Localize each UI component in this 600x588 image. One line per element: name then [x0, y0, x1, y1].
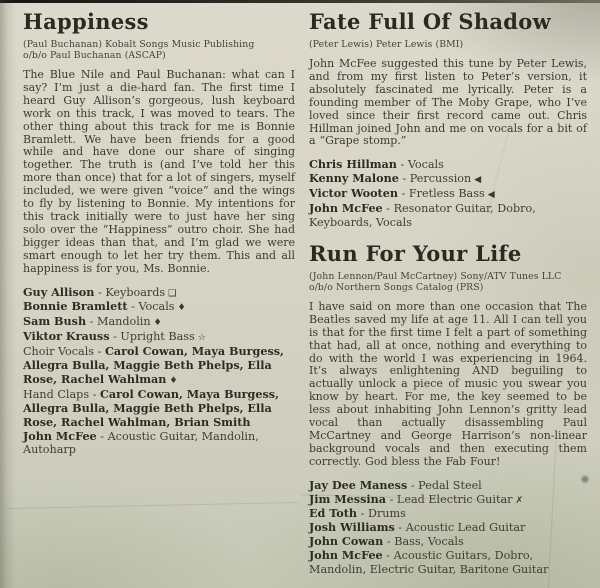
personnel-line: [309, 521, 587, 535]
personnel-line: [309, 158, 587, 172]
credit-musician-name: John McFee: [309, 548, 383, 563]
credit-separator: -: [382, 202, 394, 216]
credit-symbol-icon: ♦: [174, 302, 186, 314]
credit-separator: -: [394, 521, 406, 535]
personnel-list: [23, 286, 295, 458]
credit-separator: -: [357, 507, 368, 521]
personnel-line: [23, 388, 295, 430]
credit-group-label: Hand Claps: [23, 387, 90, 401]
credit-musician-name: Guy Allison: [23, 284, 95, 299]
credit-separator: -: [89, 387, 100, 401]
publishing-line: (John Lennon/Paul McCartney) Sony/ATV Tunes LLC: [309, 270, 562, 282]
credit-role: Drums: [367, 507, 406, 521]
personnel-line: [23, 430, 295, 458]
credit-musician-name: John McFee: [23, 428, 97, 443]
credit-musician-name: John Cowan: [309, 534, 384, 549]
song-notes-paragraph: The Blue Nile and Paul Buchanan: what can I say? I’m just a die-hard fan. The first time I heard Guy Allison’s gorgeous, lush keyboard work on this track, I was moved to tears. The other thing about this track for me is Bonnie Bramlett. We have been friends for a good while and have done our share of singing together. The truth is (and I’ve told her this more than once) that for a lot of singers, myself included, we were given “voice” and the wings to fly by listening to Bonnie. My intentions for this track initially were to just have her sing solo over the “Happiness” outro choir. She had bigger ideas than that, and I’m glad we were smart enough to let her try them. This and all happiness is for you, Ms. Bonnie.: [23, 68, 295, 275]
credit-symbol-icon: ✗: [512, 494, 524, 506]
credit-musician-name: Victor Wooten: [309, 186, 398, 201]
credit-role: Lead Electric Guitar: [396, 492, 513, 506]
personnel-line: [309, 549, 587, 577]
personnel-line: [23, 300, 295, 315]
credit-separator: -: [96, 429, 108, 443]
credit-group-label: Choir Vocals: [23, 345, 95, 359]
credit-musician-name: John McFee: [309, 201, 383, 216]
personnel-line: [23, 286, 295, 301]
personnel-line: [309, 202, 587, 230]
credit-musician-names: Carol Cowan, Maya Burgess, Allegra Bulla, Maggie Beth Phelps, Ella Rose, Rachel Wahlman, Brian Smith: [23, 386, 279, 429]
page-fold-shadow: [0, 0, 16, 588]
credit-separator: -: [127, 300, 139, 314]
personnel-list: [309, 158, 587, 230]
credit-musician-names: Carol Cowan, Maya Burgess, Allegra Bulla, Maggie Beth Phelps, Ella Rose, Rachel Wahlman: [23, 344, 284, 386]
song-title: Run For Your Life: [309, 240, 522, 266]
credit-musician-name: Sam Bush: [23, 314, 87, 329]
credit-musician-name: Kenny Malone: [309, 171, 399, 186]
credit-musician-name: Chris Hillman: [309, 157, 397, 172]
song-notes-paragraph: John McFee suggested this tune by Peter Lewis, and from my first listen to Peter’s version, it absolutely fascinated me lyrically. Peter is a founding member of The Moby Grape, who I’ve loved since their first record came out. Chris Hillman joined John and me on vocals for a bit of a “Grape stomp.”: [309, 57, 587, 148]
credit-musician-name: Josh Williams: [309, 520, 395, 535]
song-section-fate-full-of-shadow: [309, 9, 587, 230]
publishing-line: o/b/o Northern Songs Catalog (PRS): [309, 281, 484, 293]
credit-separator: -: [109, 330, 121, 344]
credit-role: Acoustic Guitars, Dobro, Mandolin, Electric Guitar, Baritone Guitar: [309, 549, 549, 577]
credit-role: Bass, Vocals: [394, 535, 464, 549]
paper-crease: [8, 502, 298, 509]
credit-musician-name: Viktor Krauss: [23, 329, 110, 344]
credit-role: Acoustic Lead Guitar: [405, 521, 526, 535]
publishing-line: (Paul Buchanan) Kobalt Songs Music Publishing: [23, 39, 255, 50]
credit-musician-name: Jay Dee Maness: [309, 477, 408, 492]
credit-separator: -: [94, 345, 105, 359]
credit-role: Fretless Bass: [408, 187, 485, 201]
song-title: Fate Full Of Shadow: [309, 9, 551, 34]
song-notes-paragraph: I have said on more than one occasion that The Beatles saved my life at age 11. All I can tell you is that for the first time I felt a part of something that had, all at once, nothing and everything to do with the world I was experiencing in 1964. It’s always enlightening AND beguiling to actually unlock a piece of music you swear you know by heart. For me, the key seemed to be less about inhabiting John Lennon’s gritty lead vocal than actually disassembling Paul McCartney and George Harrison’s non-linear background vocals and then executing them correctly. God bless the Fab Four!: [309, 299, 587, 468]
credit-separator: -: [386, 492, 397, 506]
personnel-line: [309, 172, 587, 187]
song-section-run-for-your-life: [309, 241, 587, 577]
credit-separator: -: [382, 549, 394, 563]
publishing-line: (Peter Lewis) Peter Lewis (BMI): [309, 39, 464, 50]
publishing-line: o/b/o Paul Buchanan (ASCAP): [23, 50, 166, 61]
credit-symbol-icon: ☆: [194, 332, 206, 344]
personnel-list: [309, 479, 587, 577]
song-title: Happiness: [23, 9, 149, 34]
credit-role: Keyboards: [105, 285, 166, 299]
credit-symbol-icon: ◀: [471, 174, 482, 186]
credit-separator: -: [397, 187, 409, 201]
credit-role: Upright Bass: [120, 330, 195, 344]
credit-role: Percussion: [409, 172, 472, 186]
credit-separator: -: [407, 478, 419, 492]
credit-musician-name: Ed Toth: [309, 506, 358, 521]
credit-musician-name: Bonnie Bramlett: [23, 299, 128, 314]
credit-role: Acoustic Guitar, Mandolin, Autoharp: [23, 429, 259, 457]
personnel-line: [23, 330, 295, 345]
credit-musician-name: Jim Messina: [309, 491, 387, 506]
personnel-line: [309, 493, 587, 508]
credit-separator: -: [94, 285, 106, 299]
credit-role: Resonator Guitar, Dobro, Keyboards, Vocals: [309, 202, 536, 229]
credit-separator: -: [383, 535, 395, 549]
credit-separator: -: [396, 158, 408, 172]
personnel-line: [309, 479, 587, 493]
credit-role: Pedal Steel: [418, 478, 482, 492]
personnel-line: [23, 315, 295, 330]
credit-symbol-icon: ❑: [165, 287, 177, 299]
right-column: [309, 0, 587, 577]
left-column: [23, 0, 295, 457]
personnel-line: [23, 345, 295, 388]
song-section-happiness: [23, 9, 295, 457]
credit-role: Mandolin: [97, 315, 151, 329]
personnel-line: [309, 535, 587, 549]
credit-symbol-icon: ♦: [150, 317, 162, 329]
personnel-line: [309, 507, 587, 521]
credit-separator: -: [86, 315, 97, 329]
credit-symbol-icon: ♦: [166, 374, 178, 386]
credit-separator: -: [398, 172, 410, 186]
credit-role: Vocals: [407, 158, 444, 172]
personnel-line: [309, 187, 587, 202]
credit-symbol-icon: ◀: [484, 189, 495, 201]
credit-role: Vocals: [138, 300, 175, 314]
